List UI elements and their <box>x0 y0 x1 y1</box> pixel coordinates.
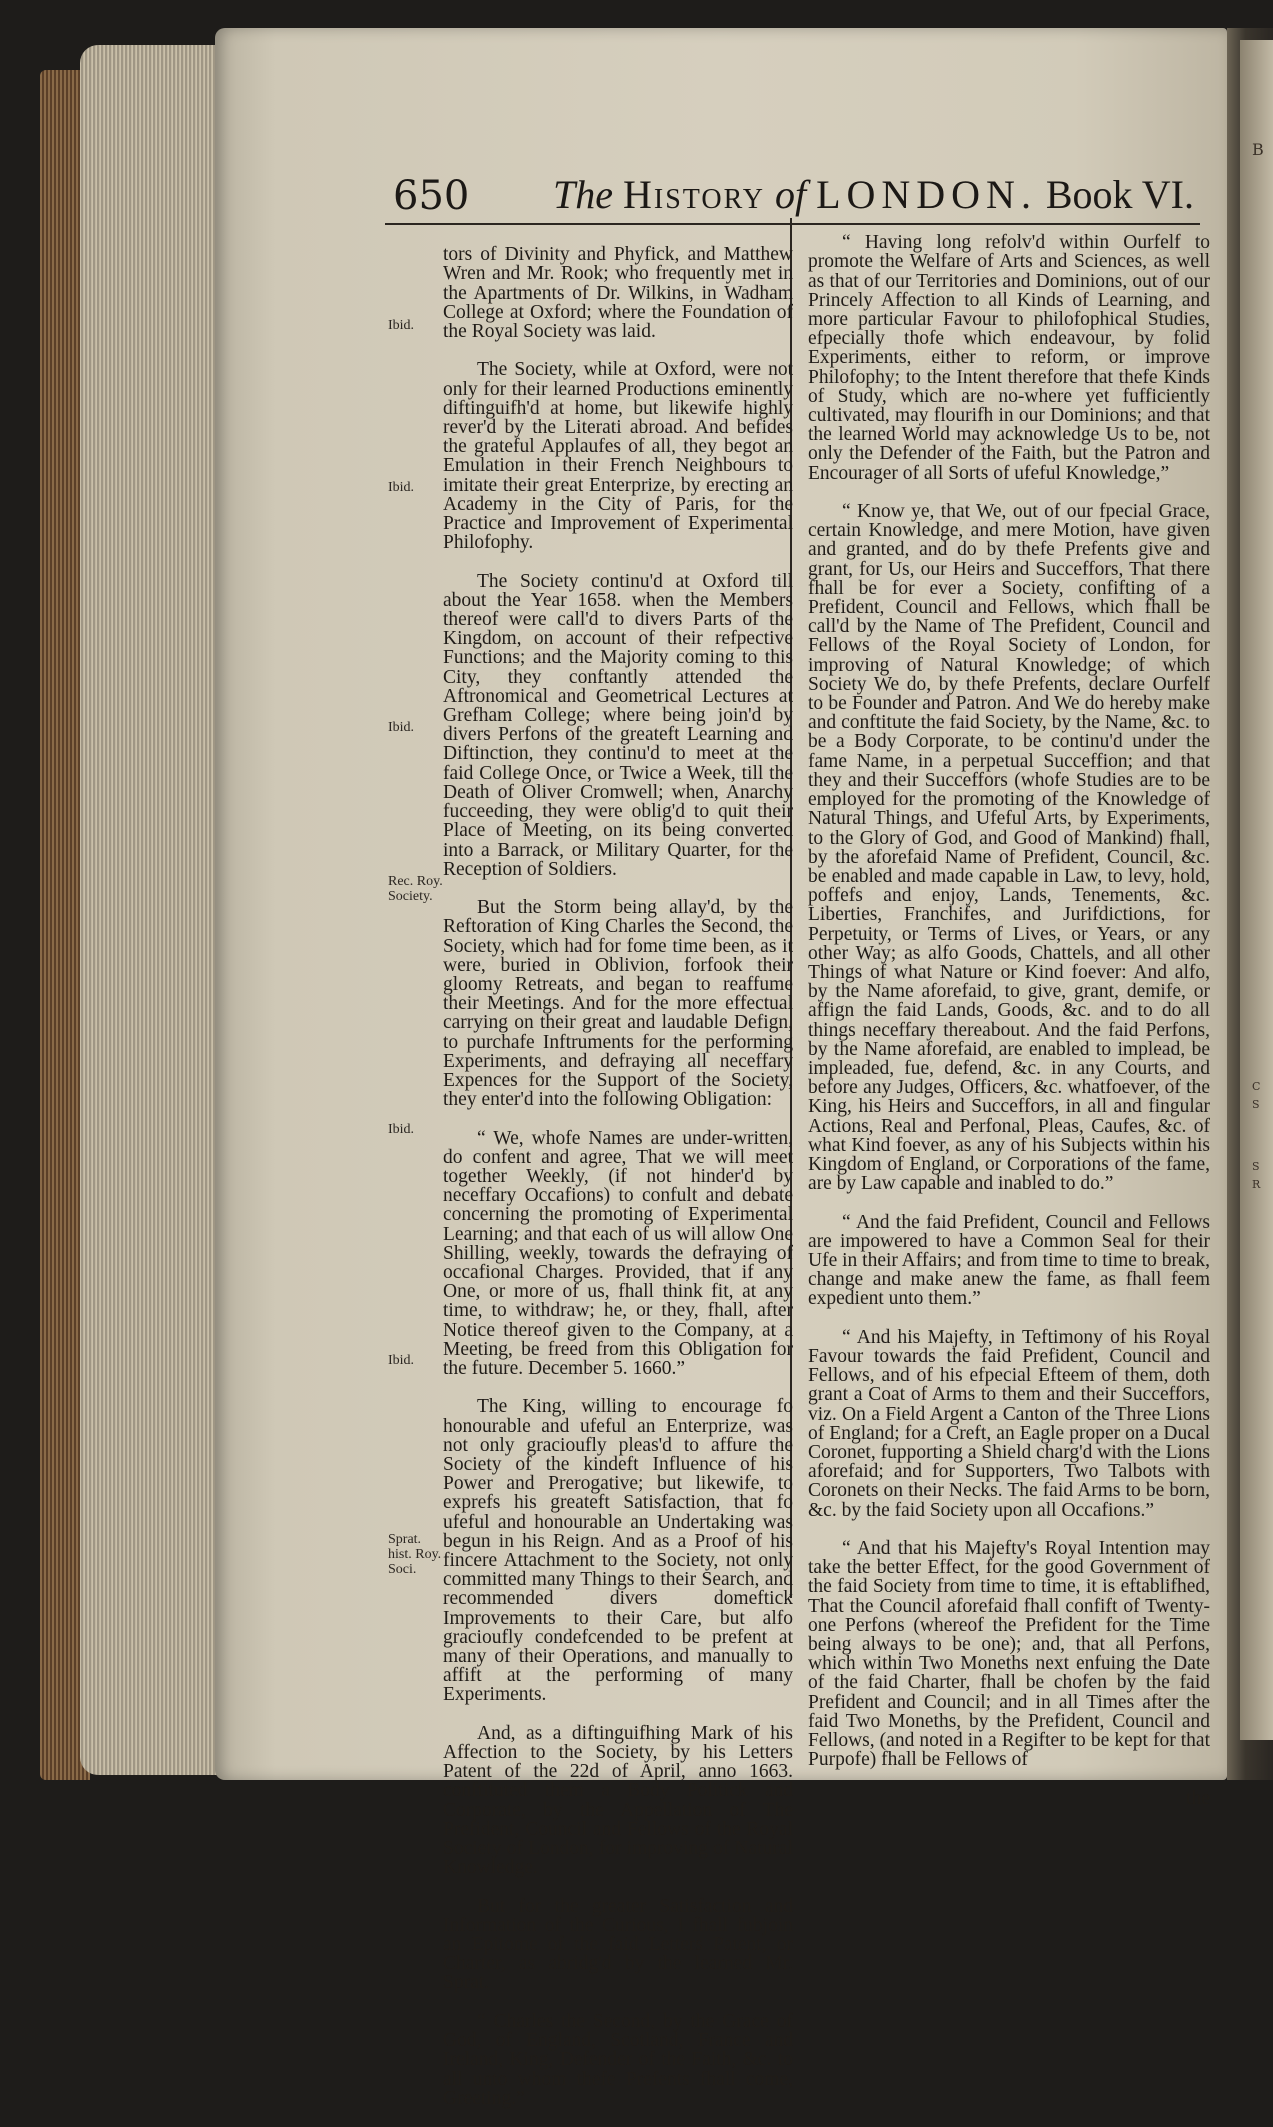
facing-page-fragment: S <box>1252 1160 1260 1173</box>
paragraph: “ Know ye, that We, out of our fpecial Grace, certain Knowledge, and mere Motion, have given and granted, and do by thefe Prefents give and grant, for Us, our Heirs and Succeffors, That there fhall be for ever a Society, confifting of a Prefident, Council and Fellows, which fhall be call'd by the Name of The Prefident, Council and Fellows of the Royal Society of London, for improving of Natural Knowledge; of which Society We do, by thefe Prefents, declare Ourfelf to be Founder and Patron. And We do hereby make and conftitute the faid Society, by the Name, &c. to be a Body Corporate, to be continu'd under the fame Name, in a perpetual Succeffion; and that they and their Succeffors (whofe Studies are to be employed for the promoting of the Knowledge of Natural Things, and Ufeful Arts, by Experiments, to the Glory of God, and Good of Mankind) fhall, by the aforefaid Name of Prefident, Council, &c. be enabled and made capable in Law, to levy, hold, poffefs and enjoy, Lands, Tenements, &c. Liberties, Franchifes, and Jurifdictions, for Perpetuity, or Terms of Lives, or Years, or any other Way; as alfo Goods, Chattels, and all other Things of what Nature or Kind foever: And alfo, by the Name aforefaid, to give, grant, demife, or affign the faid Lands, Goods, &c. and to do all things neceffary thereabout. And the faid Perfons, by the Name aforefaid, are enabled to implead, be impleaded, fue, defend, &c. in any Courts, and before any Judges, Officers, &c. whatfoever, of the King, his Heirs and Succeffors, in all and fingular Actions, Real and Perfonal, Pleas, Caufes, &c. of what Kind foever, as any of his Subjects within his Kingdom of England, or Corporations of the fame, are by Law capable and inabled to do.” <box>808 501 1210 1195</box>
margin-note: Ibid. <box>388 480 415 495</box>
margin-note: Ibid. <box>388 318 415 333</box>
paragraph: “ Having long refolv'd within Ourfelf to promote the Welfare of Arts and Sciences, as well as that of our Territories and Dominions, out of our Princely Affection to all Kinds of Learning, and more particular Favour to philofophical Studies, efpecially thofe which endeavour, by folid Experiments, either to reform, or improve Philofophy; to the Intent therefore that thefe Kinds of Study, which are no-where yet fufficiently cultivated, may flourifh in our Dominions; and that the learned World may acknowledge Us to be, not only the Defender of the Faith, but the Patron and Encourager of all Sorts of ufeful Knowledge,” <box>808 232 1210 484</box>
paragraph: “ And that his Majefty's Royal Intention may take the better Effect, for the good Government of the faid Society from time to time, it is eftablifhed, That the Council aforefaid fhall confift of Twenty-one Perfons (whereof the Prefident for the Time being always to be one); and, that all Perfons, which within Two Moneths next enfuing the Date of the faid Charter, fhall be chofen by the faid Prefident and Council; and in all Times after the faid Two Moneths, by the Prefident, Council and Fellows, (and noted in a Regifter to be kept for that Purpofe) fhall be Fellows of <box>808 1538 1210 1771</box>
paragraph: “ And the faid Prefident, Council and Fellows are impowered to have a Common Seal for their Ufe in their Affairs; and from time to time to break, change and make anew the fame, as fhall feem expedient unto them.” <box>808 1211 1210 1310</box>
paragraph: The Society, while at Oxford, were not only for their learned Productions eminently diftinguifh'd at home, but likewife highly rever'd by the Literati abroad. And befides the grateful Applaufes of all, they begot an Emulation in their French Neighbours to imitate their great Enterprize, by erecting an Academy in the City of Paris, for the Practice and Improvement of Experimental Philofophy. <box>443 359 793 554</box>
paragraph: “ Charles the Second, by the Grace of God, of England, Scotland, France and Ireland, King, Defender of the Faith, &c. to all unto whom thefe Prefents fhall come, Greeting.” <box>443 2010 793 2109</box>
paragraph: But the Storm being allay'd, by the Reftoration of King Charles the Second, the Society, which had for fome time been, as it were, buried in Oblivion, forfook their gloomy Retreats, and began to reaffume their Meetings. And for the more effectual carrying on their great and laudable Defign, to purchafe Inftruments for the performing Experiments, and defraying all neceffary Expences for the Support of the Society, they enter'd into the following Obligation: <box>443 897 793 1111</box>
paragraph: The Society continu'd at Oxford till about the Year 1658. when the Members thereof were call'd to divers Parts of the Kingdom, on account of their refpective Functions; and the Majority coming to this City, they conftantly attended the Aftronomical and Geometrical Lectures at Grefham College; where being join'd by divers Perfons of the greateft Learning and Diftinction, they continu'd to meet at the faid College Once, or Twice a Week, till the Death of Oliver Cromwell; when, Anarchy fucceeding, they were oblig'd to quit their Place of Meeting, on its being converted into a Barrack, or Military Quarter, for the Reception of Soldiers. <box>443 570 793 880</box>
margin-note: Ibid. <box>388 1122 415 1137</box>
facing-page-fragment: C <box>1252 1080 1261 1093</box>
paragraph: tors of Divinity and Phyfick, and Matthew Wren and Mr. Rook; who frequently met in the Apartments of Dr. Wilkins, in Wadham College at Oxford; where the Foundation of the Royal Society was laid. <box>443 244 793 343</box>
margin-note: Ibid. <box>388 720 415 735</box>
paragraph: And, as a diftinguifhing Mark of his Affection to the Society, by his Letters Patent of the 22d of April, anno 1663. conftituted them a Body Politick and Corporate, by the Appellation of The Prefident, Council and Fellows of the Royal Society of London, for improving of Natural Knowledge. <box>443 1722 793 1879</box>
paragraph: “ And his Majefty, in Teftimony of his Royal Favour towards the faid Prefident, Council and Fellows, and of his efpecial Efteem of them, doth grant a Coat of Arms to them and their Succeffors, viz. On a Field Argent a Canton of the Three Lions of England; for a Creft, an Eagle proper on a Ducal Coronet, fupporting a Shield charg'd with the Lions aforefaid; and for Supporters, Two Talbots with Coronets on their Necks. The faid Arms to be born, &c. by the faid Society upon all Occafions.” <box>808 1326 1210 1521</box>
facing-page-fragment: R <box>1252 1178 1261 1191</box>
facing-page-fragment: B <box>1252 140 1264 159</box>
page-title: The History of LONDON. <box>553 172 1037 217</box>
facing-page-fragment: S <box>1252 1098 1260 1111</box>
page-stack-edge <box>80 45 220 1775</box>
paragraph: “ We, whofe Names are under-written, do confent and agree, That we will meet together Weekly, (if not hinder'd by neceffary Occafions) to confult and debate concerning the promoting of Experimental Learning; and that each of us will allow One Shilling, weekly, towards the defraying of occafional Charges. Provided, that if any One, or more of us, fhall think fit, at any time, to withdraw; he, or they, fhall, after Notice thereof given to the Company, at a Meeting, be freed from this Obligation for the future. December 5. 1660.” <box>443 1127 793 1379</box>
paragraph: But for the greater Satisfaction and Information of the Curious, I fhall fubjoin an Epitome of the faid Letters Patent, or Charter, as abridg'd by the learned Mr. Sprat. <box>443 1895 793 1994</box>
paragraph: The King, willing to encourage fo honourable and ufeful an Enterprize, was not only gracioufly pleas'd to affure the Society of the kindeft Influence of his Power and Prerogative; but likewife, to exprefs his greateft Satisfaction, that fo ufeful and honourable an Undertaking was begun in his Reign. And as a Proof of his fincere Attachment to the Society, not only committed many Things to their Search, and recommended divers domeftick Improvements to their Care, but alfo gracioufly condefcended to be prefent at many of their Operations, and manually to affift at the performing of many Experiments. <box>443 1396 793 1706</box>
page-number: 650 <box>393 173 470 219</box>
right-column <box>808 214 1210 1827</box>
book-number: Book VI. <box>1045 172 1194 217</box>
facing-page-edge <box>1240 40 1273 1740</box>
catchword: the <box>1186 1787 1210 1809</box>
margin-note: Rec. Roy. Society. <box>388 874 443 904</box>
margin-note: Sprat. hist. Roy. Soci. <box>388 1532 442 1577</box>
left-column <box>443 226 793 2127</box>
margin-note: Ibid. <box>388 1353 415 1368</box>
